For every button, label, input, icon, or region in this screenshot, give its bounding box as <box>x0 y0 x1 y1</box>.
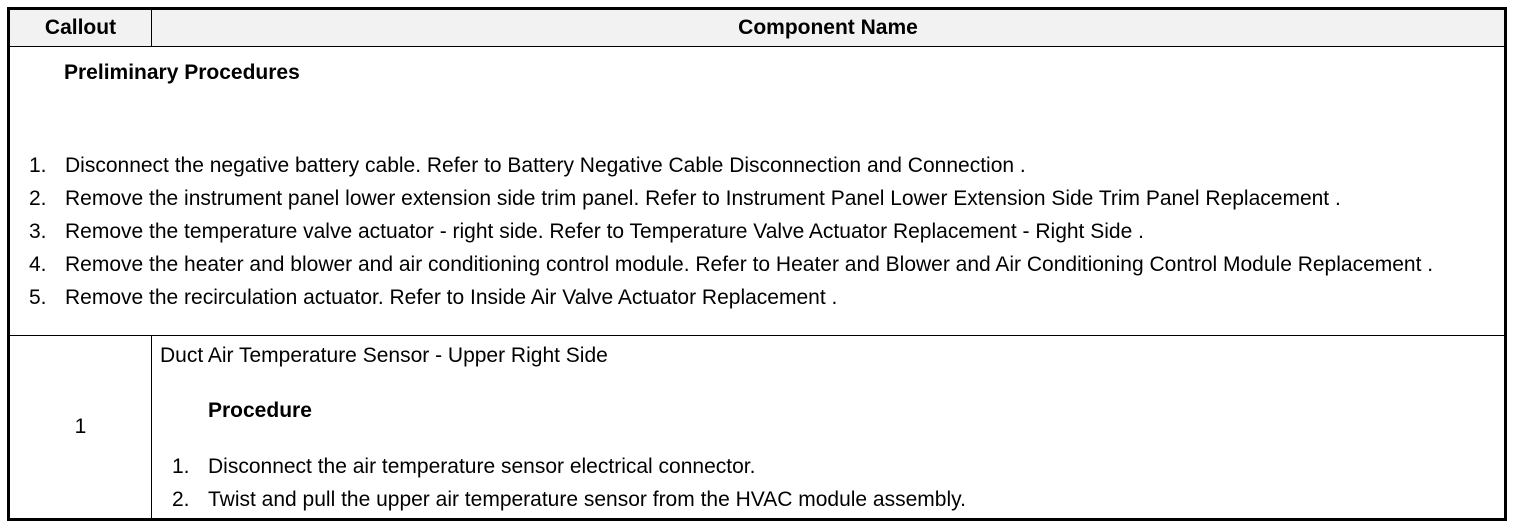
step-text: Twist and pull the upper air temperature sensor from the HVAC module assembly. <box>208 488 966 511</box>
procedure-steps <box>152 452 1452 518</box>
component-table <box>7 7 1507 521</box>
step-text: Disconnect the negative battery cable. Refer to Battery Negative Cable Disconnection and Connection . <box>65 154 1026 177</box>
step-number: 2. <box>172 488 190 511</box>
preliminary-title: Preliminary Procedures <box>64 61 300 84</box>
preliminary-steps <box>10 151 1480 316</box>
step-text: Disconnect the air temperature sensor electrical connector. <box>208 455 756 478</box>
component-cell <box>152 336 1506 520</box>
step-number: 4. <box>29 253 47 276</box>
list-item <box>10 283 1480 313</box>
step-text: Remove the heater and blower and air conditioning control module. Refer to Heater and Blower and Air Conditioning Control Module Replacement . <box>65 253 1434 276</box>
step-number: 5. <box>29 286 47 309</box>
step-text: Remove the temperature valve actuator - right side. Refer to Temperature Valve Actuator Replacement - Right Side . <box>65 220 1144 243</box>
callout-number: 1 <box>74 415 87 438</box>
step-text: Remove the instrument panel lower extension side trim panel. Refer to Instrument Panel Lower Extension Side Trim Panel Replacement . <box>65 187 1341 210</box>
list-item <box>10 184 1480 214</box>
procedure-title: Procedure <box>208 399 312 422</box>
list-item <box>10 217 1480 247</box>
preliminary-cell <box>9 47 1506 336</box>
step-text: Remove the recirculation actuator. Refer to Inside Air Valve Actuator Replacement . <box>65 286 838 309</box>
list-item <box>152 485 1452 515</box>
table-header-row <box>9 9 1506 47</box>
callout-cell <box>9 336 152 520</box>
preliminary-row <box>9 47 1506 336</box>
list-item <box>152 452 1452 482</box>
component-name: Duct Air Temperature Sensor - Upper Right Side <box>160 344 608 367</box>
step-number: 3. <box>29 220 47 243</box>
step-number: 2. <box>29 187 47 210</box>
list-item <box>10 151 1480 181</box>
table-row <box>9 336 1506 520</box>
step-number: 1. <box>29 154 47 177</box>
step-number: 1. <box>172 455 190 478</box>
header-callout: Callout <box>9 9 152 47</box>
list-item <box>10 250 1480 280</box>
header-component-name: Component Name <box>152 9 1506 47</box>
